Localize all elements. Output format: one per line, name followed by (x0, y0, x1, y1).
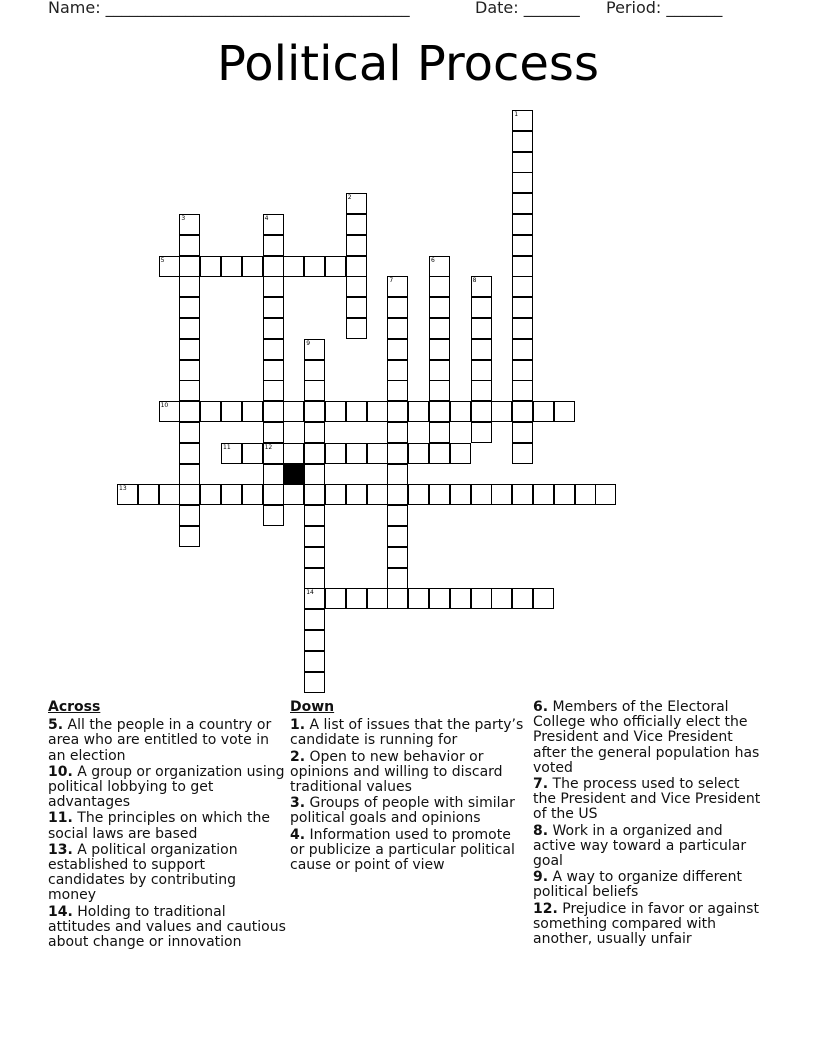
clue-across-11: 11. The principles on which the social laws are based (48, 810, 270, 842)
grid-cell[interactable] (471, 380, 492, 401)
grid-cell[interactable] (304, 609, 325, 630)
grid-cell[interactable] (200, 484, 221, 505)
grid-cell[interactable] (533, 401, 554, 422)
across-clues (48, 700, 286, 951)
clue-number: 9 (306, 339, 311, 347)
grid-cell[interactable] (304, 339, 325, 360)
grid-cell[interactable] (304, 464, 325, 485)
grid-cell[interactable] (304, 526, 325, 547)
grid-cell[interactable] (263, 484, 284, 505)
grid-cell[interactable] (179, 484, 200, 505)
grid-cell[interactable] (387, 339, 408, 360)
page-title: Political Process (217, 36, 599, 92)
grid-cell[interactable] (512, 588, 533, 609)
name-field[interactable]: Name: ______________________________________ (48, 0, 410, 17)
grid-cell[interactable] (429, 276, 450, 297)
grid-cell[interactable] (429, 380, 450, 401)
grid-cell[interactable] (179, 318, 200, 339)
grid-cell[interactable] (325, 588, 346, 609)
grid-cell[interactable] (304, 401, 325, 422)
grid-cell[interactable] (179, 505, 200, 526)
down-clues (290, 700, 526, 874)
clue-down-2: 2. Open to new behavior or opinions and willing to discard traditional values (290, 748, 503, 796)
grid-cell[interactable] (408, 443, 429, 464)
grid-cell[interactable] (387, 443, 408, 464)
grid-cell[interactable] (179, 256, 200, 277)
grid-cell[interactable] (533, 484, 554, 505)
clue-number: 13 (119, 485, 127, 493)
grid-cell[interactable] (554, 484, 575, 505)
clue-number: 6 (431, 256, 435, 264)
period-field[interactable]: Period: _______ (606, 0, 723, 17)
grid-cell[interactable] (242, 401, 263, 422)
grid-cell[interactable] (221, 484, 242, 505)
grid-cell[interactable] (408, 588, 429, 609)
grid-cell[interactable] (304, 547, 325, 568)
clue-number: 3 (181, 215, 186, 222)
grid-cell[interactable] (179, 297, 200, 318)
grid-cell[interactable] (512, 318, 533, 339)
grid-cell[interactable] (325, 401, 346, 422)
grid-cell[interactable] (429, 360, 450, 381)
black-square (283, 464, 304, 485)
grid-cell[interactable] (304, 422, 325, 443)
clue-down-3: 3. Groups of people with similar political goals and opinions (290, 795, 515, 827)
grid-cell[interactable] (512, 131, 533, 152)
grid-cell[interactable] (179, 464, 200, 485)
grid-cell[interactable] (346, 484, 367, 505)
grid-cell[interactable] (554, 401, 575, 422)
grid-cell[interactable] (471, 422, 492, 443)
grid-cell[interactable] (221, 256, 242, 277)
grid-cell[interactable] (512, 172, 533, 193)
grid-cell[interactable] (429, 484, 450, 505)
grid-cell[interactable] (512, 235, 533, 256)
grid-cell[interactable] (408, 484, 429, 505)
grid-cell[interactable] (263, 422, 284, 443)
grid-cell[interactable] (429, 401, 450, 422)
grid-cell[interactable] (304, 443, 325, 464)
clue-number: 8 (472, 277, 477, 285)
grid-cell[interactable] (491, 484, 512, 505)
grid-cell[interactable] (346, 318, 367, 339)
grid-cell[interactable] (325, 443, 346, 464)
grid-cell[interactable] (429, 422, 450, 443)
grid-cell[interactable] (263, 297, 284, 318)
grid-cell[interactable] (263, 360, 284, 381)
grid-cell[interactable] (450, 443, 471, 464)
grid-cell[interactable] (512, 339, 533, 360)
grid-cell[interactable] (512, 214, 533, 235)
grid-cell[interactable] (263, 505, 284, 526)
down-heading: Down (290, 699, 335, 715)
grid-cell[interactable] (491, 588, 512, 609)
grid-cell[interactable] (429, 256, 450, 277)
grid-cell[interactable] (304, 380, 325, 401)
grid-cell[interactable] (367, 401, 388, 422)
grid-cell[interactable] (387, 401, 408, 422)
grid-cell[interactable] (512, 276, 533, 297)
grid-cell[interactable] (263, 276, 284, 297)
grid-cell[interactable] (512, 422, 533, 443)
grid-cell[interactable] (512, 152, 533, 173)
grid-cell[interactable] (304, 672, 325, 693)
clue-number: 11 (223, 443, 231, 451)
grid-cell[interactable] (471, 276, 492, 297)
grid-cell[interactable] (387, 380, 408, 401)
grid-cell[interactable] (346, 401, 367, 422)
clue-across-13: 13. A political organization established to support candidates by contributing money (48, 841, 238, 904)
grid-cell[interactable] (387, 318, 408, 339)
clue-number: 2 (347, 194, 352, 202)
grid-cell[interactable] (179, 214, 200, 235)
grid-cell[interactable] (159, 256, 180, 277)
grid-cell[interactable] (263, 443, 284, 464)
clue-number: 7 (389, 277, 394, 285)
grid-cell[interactable] (221, 401, 242, 422)
clue-down-1: 1. A list of issues that the party’s candidate is running for (290, 717, 524, 749)
grid-cell[interactable] (429, 339, 450, 360)
grid-cell[interactable] (263, 256, 284, 277)
grid-cell[interactable] (283, 484, 304, 505)
grid-cell[interactable] (242, 484, 263, 505)
clue-number: 4 (264, 215, 269, 222)
grid-cell[interactable] (387, 297, 408, 318)
clue-down-8: 8. Work in a organized and active way toward a particular goal (533, 822, 747, 870)
grid-cell[interactable] (179, 443, 200, 464)
clue-across-10: 10. A group or organization using political lobbying to get advantages (48, 763, 285, 811)
grid-cell[interactable] (387, 505, 408, 526)
grid-cell[interactable] (450, 588, 471, 609)
grid-cell[interactable] (179, 422, 200, 443)
grid-cell[interactable] (283, 401, 304, 422)
grid-cell[interactable] (512, 110, 533, 131)
grid-cell[interactable] (263, 339, 284, 360)
down-clues-continued (533, 700, 765, 948)
grid-cell[interactable] (346, 256, 367, 277)
grid-cell[interactable] (387, 484, 408, 505)
clue-across-14: 14. Holding to traditional attitudes and values and cautious about change or innovation (48, 903, 286, 951)
grid-cell[interactable] (179, 380, 200, 401)
grid-cell[interactable] (179, 276, 200, 297)
grid-cell[interactable] (179, 360, 200, 381)
grid-cell[interactable] (387, 526, 408, 547)
grid-cell[interactable] (387, 276, 408, 297)
grid-cell[interactable] (429, 588, 450, 609)
grid-cell[interactable] (304, 484, 325, 505)
grid-cell[interactable] (221, 443, 242, 464)
grid-cell[interactable] (408, 401, 429, 422)
grid-cell[interactable] (263, 380, 284, 401)
grid-cell[interactable] (575, 484, 596, 505)
grid-cell[interactable] (179, 235, 200, 256)
grid-cell[interactable] (179, 526, 200, 547)
grid-cell[interactable] (429, 443, 450, 464)
grid-cell[interactable] (471, 339, 492, 360)
grid-cell[interactable] (242, 443, 263, 464)
grid-cell[interactable] (387, 588, 408, 609)
clue-down-6: 6. Members of the Electoral College who officially elect the President and Vice President after the general population has voted (533, 699, 760, 776)
grid-cell[interactable] (325, 484, 346, 505)
grid-cell[interactable] (346, 276, 367, 297)
grid-cell[interactable] (512, 360, 533, 381)
grid-cell[interactable] (346, 193, 367, 214)
grid-cell[interactable] (429, 297, 450, 318)
grid-cell[interactable] (304, 651, 325, 672)
grid-cell[interactable] (304, 256, 325, 277)
grid-cell[interactable] (387, 360, 408, 381)
clue-number: 14 (306, 589, 314, 597)
grid-cell[interactable] (471, 401, 492, 422)
grid-cell[interactable] (387, 568, 408, 589)
grid-cell[interactable] (325, 256, 346, 277)
grid-cell[interactable] (263, 235, 284, 256)
grid-cell[interactable] (512, 401, 533, 422)
clue-number: 1 (514, 111, 519, 118)
grid-cell[interactable] (304, 360, 325, 381)
grid-cell[interactable] (512, 484, 533, 505)
grid-cell[interactable] (471, 484, 492, 505)
grid-cell[interactable] (595, 484, 616, 505)
grid-cell[interactable] (304, 505, 325, 526)
grid-cell[interactable] (304, 630, 325, 651)
clue-number: 5 (160, 256, 165, 264)
grid-cell[interactable] (471, 318, 492, 339)
grid-cell[interactable] (471, 297, 492, 318)
grid-cell[interactable] (283, 256, 304, 277)
grid-cell[interactable] (346, 443, 367, 464)
grid-cell[interactable] (117, 484, 138, 505)
grid-cell[interactable] (429, 318, 450, 339)
grid-cell[interactable] (387, 547, 408, 568)
clue-number: 10 (160, 402, 169, 410)
grid-cell[interactable] (512, 380, 533, 401)
grid-cell[interactable] (200, 401, 221, 422)
clue-down-9: 9. A way to organize different political beliefs (533, 869, 742, 901)
grid-cell[interactable] (263, 401, 284, 422)
grid-cell[interactable] (263, 464, 284, 485)
grid-cell[interactable] (512, 443, 533, 464)
grid-cell[interactable] (387, 422, 408, 443)
grid-cell[interactable] (159, 401, 180, 422)
grid-cell[interactable] (200, 256, 221, 277)
clue-down-4: 4. Information used to promote or publicize a particular political cause or point of view (290, 826, 515, 874)
grid-cell[interactable] (387, 464, 408, 485)
grid-cell[interactable] (346, 235, 367, 256)
grid-cell[interactable] (491, 401, 512, 422)
grid-cell[interactable] (263, 318, 284, 339)
grid-cell[interactable] (450, 401, 471, 422)
grid-cell[interactable] (471, 588, 492, 609)
grid-cell[interactable] (367, 443, 388, 464)
grid-cell[interactable] (450, 484, 471, 505)
grid-cell[interactable] (283, 443, 304, 464)
grid-cell[interactable] (512, 256, 533, 277)
grid-cell[interactable] (138, 484, 159, 505)
clue-down-7: 7. The process used to select the President and Vice President of the US (533, 776, 761, 823)
grid-cell[interactable] (242, 256, 263, 277)
across-heading: Across (48, 699, 101, 715)
grid-cell[interactable] (263, 214, 284, 235)
grid-cell[interactable] (346, 214, 367, 235)
grid-cell[interactable] (346, 588, 367, 609)
grid-cell[interactable] (533, 588, 554, 609)
grid-cell[interactable] (512, 297, 533, 318)
grid-cell[interactable] (179, 401, 200, 422)
date-field[interactable]: Date: _______ (475, 0, 580, 17)
grid-cell[interactable] (512, 193, 533, 214)
grid-cell[interactable] (471, 360, 492, 381)
grid-cell[interactable] (179, 339, 200, 360)
grid-cell[interactable] (159, 484, 180, 505)
clue-number: 12 (264, 443, 273, 451)
grid-cell[interactable] (367, 588, 388, 609)
grid-cell[interactable] (346, 297, 367, 318)
grid-cell[interactable] (304, 588, 325, 609)
clue-down-12: 12. Prejudice in favor or against something compared with another, usually unfair (533, 900, 759, 948)
grid-cell[interactable] (304, 568, 325, 589)
clue-across-5: 5. All the people in a country or area who are entitled to vote in an election (48, 717, 272, 764)
grid-cell[interactable] (367, 484, 388, 505)
